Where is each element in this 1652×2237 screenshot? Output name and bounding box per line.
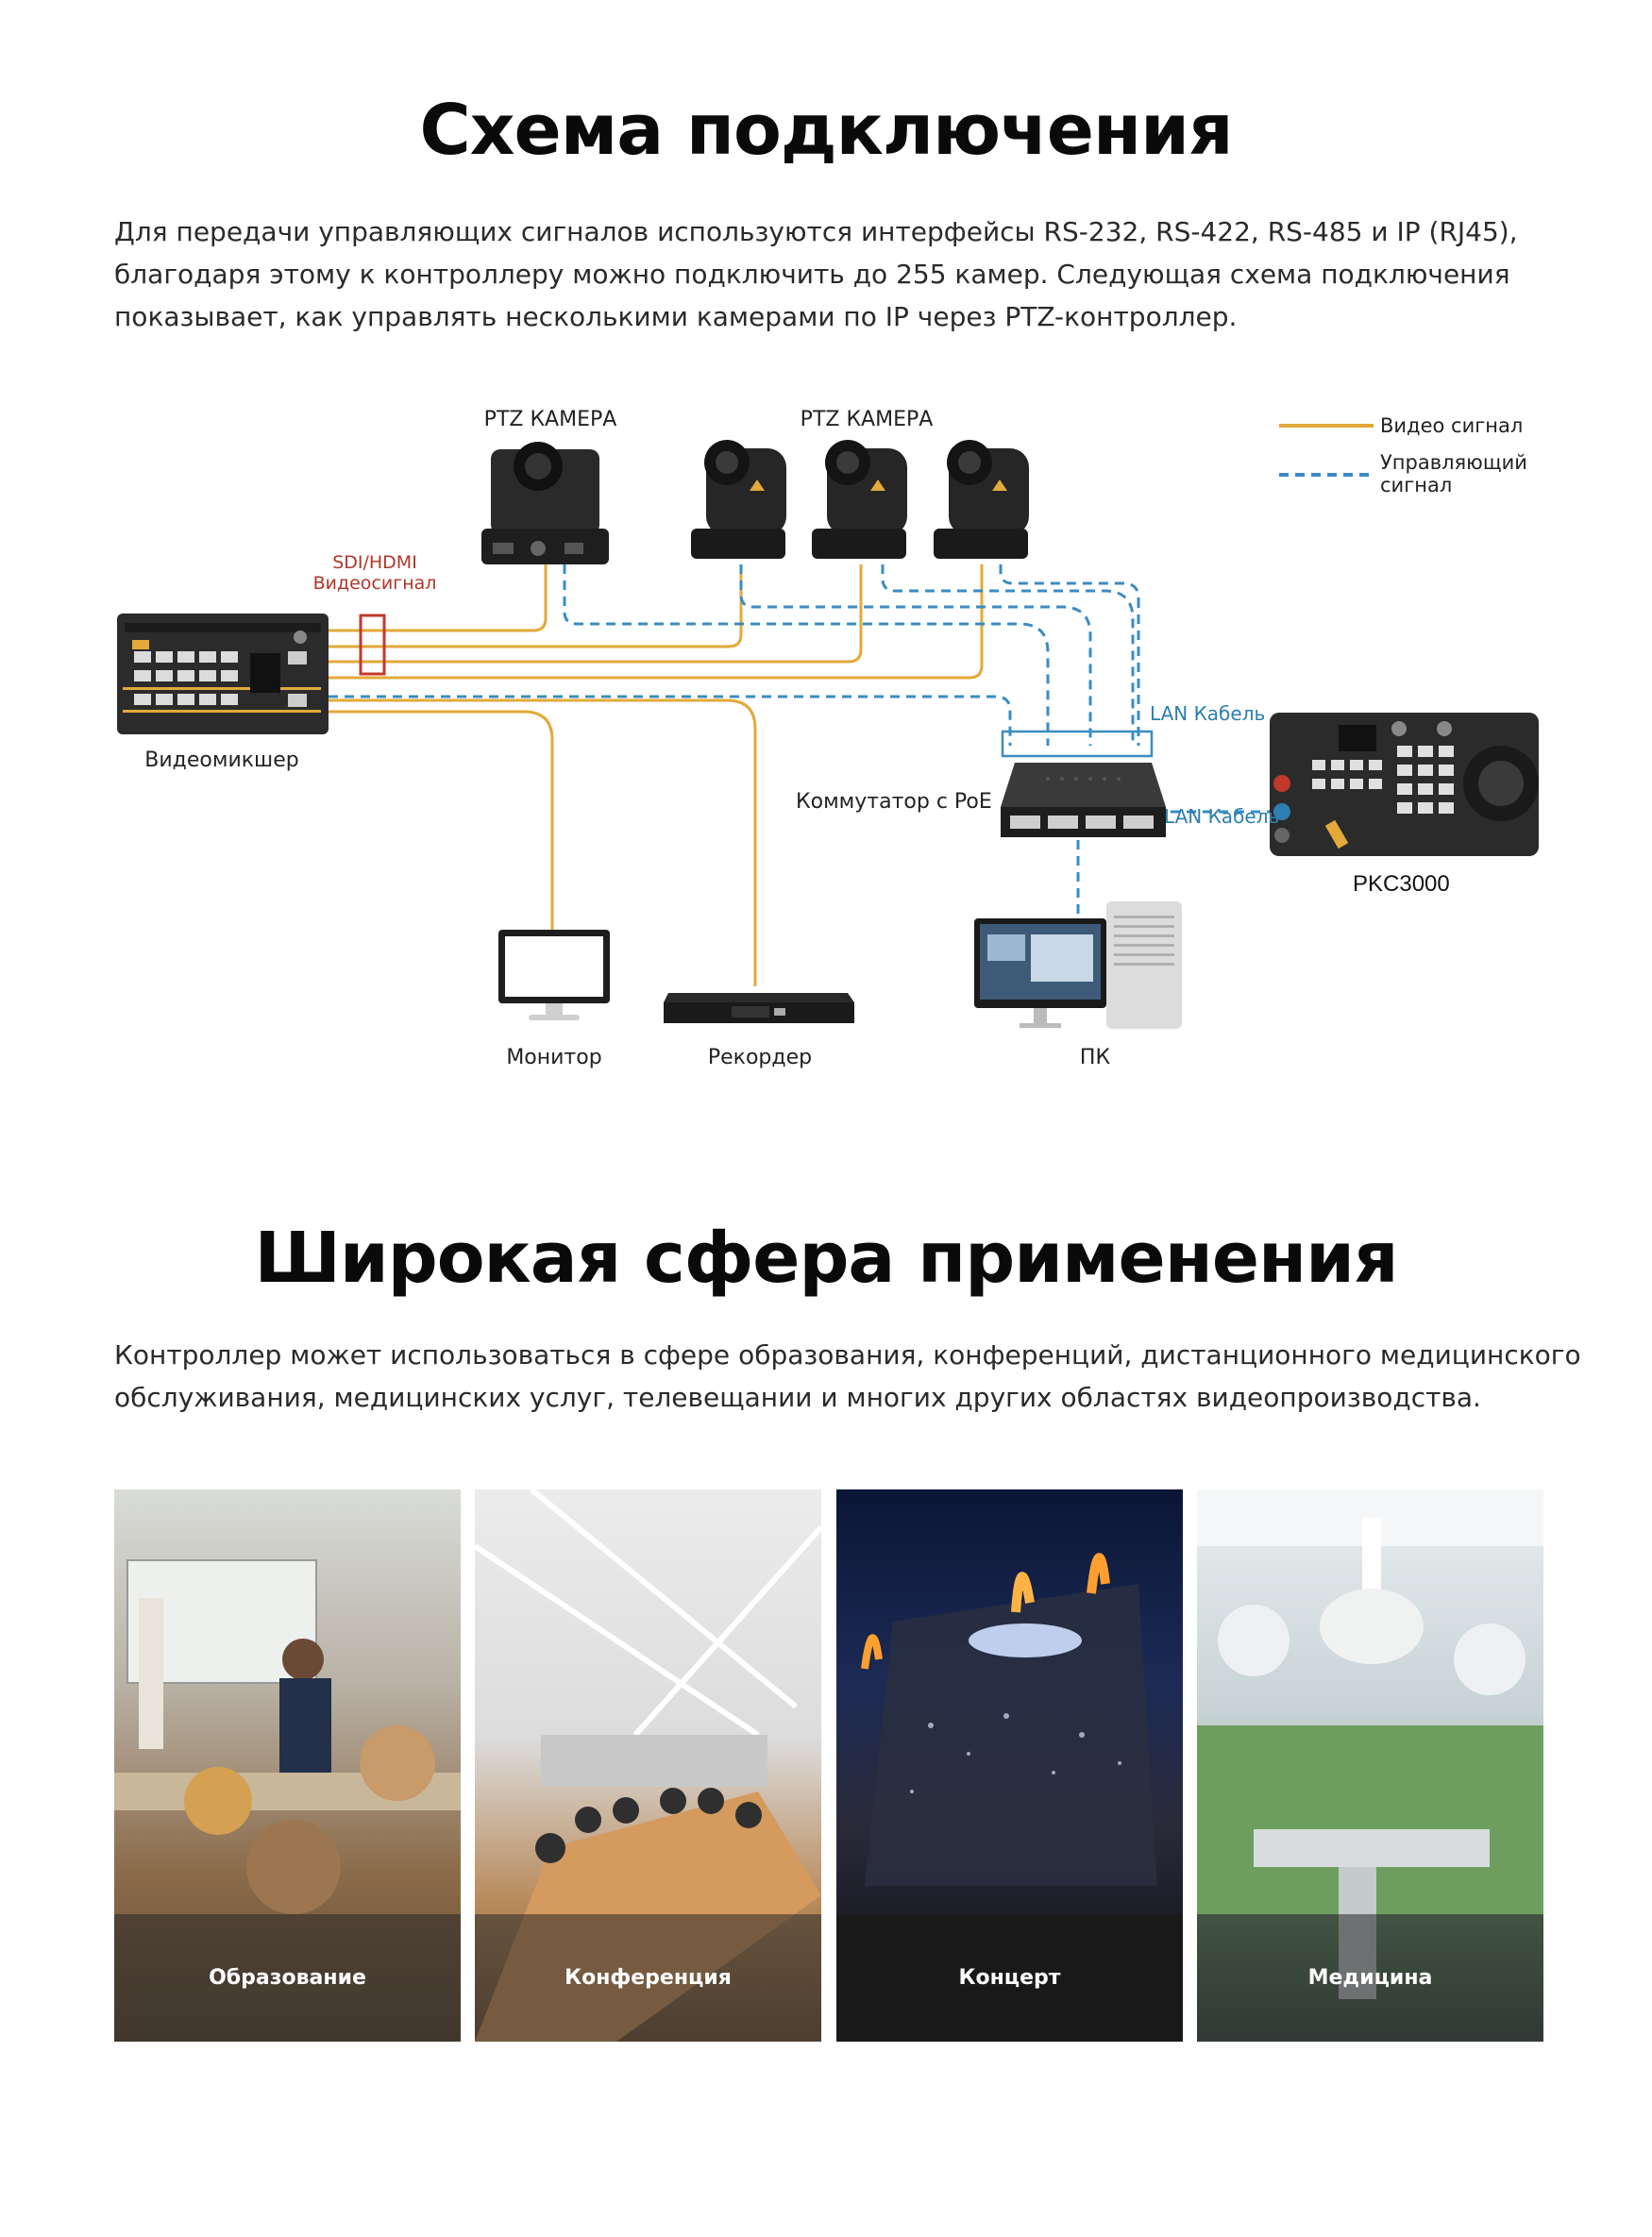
card-caption — [475, 1914, 821, 2042]
description-line: обслуживания, медицинских услуг, телевещании и многих других областях видеопроизводства. — [114, 1382, 1481, 1413]
ptz-camera-1 — [691, 440, 786, 559]
description-line: показывает, как управлять несколькими камерами по IP через PTZ-контроллер. — [114, 301, 1238, 332]
video-signal-lines — [329, 564, 982, 986]
legend-control-label-2: сигнал — [1380, 474, 1453, 496]
switch-ports-box — [1003, 732, 1152, 756]
pc-label: ПК — [1079, 1046, 1111, 1069]
card-label: Концерт — [958, 1966, 1061, 1990]
pkc3000-controller — [1270, 713, 1539, 856]
applications-description — [114, 1334, 1581, 1419]
ptz-camera-3 — [934, 440, 1029, 559]
application-card-education — [114, 1489, 461, 2042]
legend — [1279, 414, 1527, 496]
description-line: Для передачи управляющих сигналов используются интерфейсы RS-232, RS-422, RS-485 и IP (RJ45), — [114, 216, 1518, 247]
card-label: Образование — [209, 1966, 366, 1990]
monitor — [498, 930, 610, 1020]
controller-label: PKC3000 — [1353, 871, 1450, 897]
sdi-label-2: Видеосигнал — [312, 573, 437, 594]
mixer-label: Видеомикшер — [144, 748, 299, 772]
control-signal-lines — [329, 564, 1270, 930]
pc-workstation — [974, 901, 1182, 1029]
section-title-connection: Схема подключения — [419, 90, 1233, 171]
section-title-applications: Широкая сфера применения — [254, 1218, 1398, 1299]
recorder-label: Рекордер — [707, 1046, 813, 1069]
switch-label: Коммутатор с PoE — [796, 790, 992, 814]
ptz-camera-label-group: PTZ КАМЕРА — [800, 408, 934, 431]
monitor-label: Монитор — [506, 1046, 602, 1069]
legend-video-label: Видео сигнал — [1380, 414, 1524, 437]
sdi-hdmi-marker — [361, 615, 384, 674]
application-card-conference — [475, 1489, 821, 2042]
poe-switch — [1001, 763, 1166, 837]
ptz-camera-label-single: PTZ КАМЕРА — [483, 408, 617, 431]
card-label: Медицина — [1307, 1966, 1433, 1990]
ptz-camera-2 — [812, 440, 907, 559]
application-card-medicine — [1197, 1489, 1543, 2042]
lan-label-2: LAN Кабель — [1164, 805, 1280, 828]
lan-label-1: LAN Кабель — [1150, 702, 1266, 725]
recorder — [664, 993, 854, 1023]
description-line: Контроллер может использоваться в сфере образования, конференций, дистанционного медицинского — [114, 1339, 1581, 1371]
application-card-concert — [836, 1489, 1183, 2042]
card-caption — [1197, 1914, 1543, 2042]
card-label: Конференция — [565, 1966, 732, 1990]
video-mixer — [117, 614, 329, 734]
sdi-label: SDI/HDMI — [332, 552, 417, 573]
card-caption — [114, 1914, 461, 2042]
description-line: благодаря этому к контроллеру можно подключить до 255 камер. Следующая схема подключения — [114, 259, 1510, 290]
card-caption — [836, 1914, 1183, 2042]
ptz-camera-single — [481, 442, 609, 564]
legend-control-label: Управляющий — [1380, 451, 1527, 474]
